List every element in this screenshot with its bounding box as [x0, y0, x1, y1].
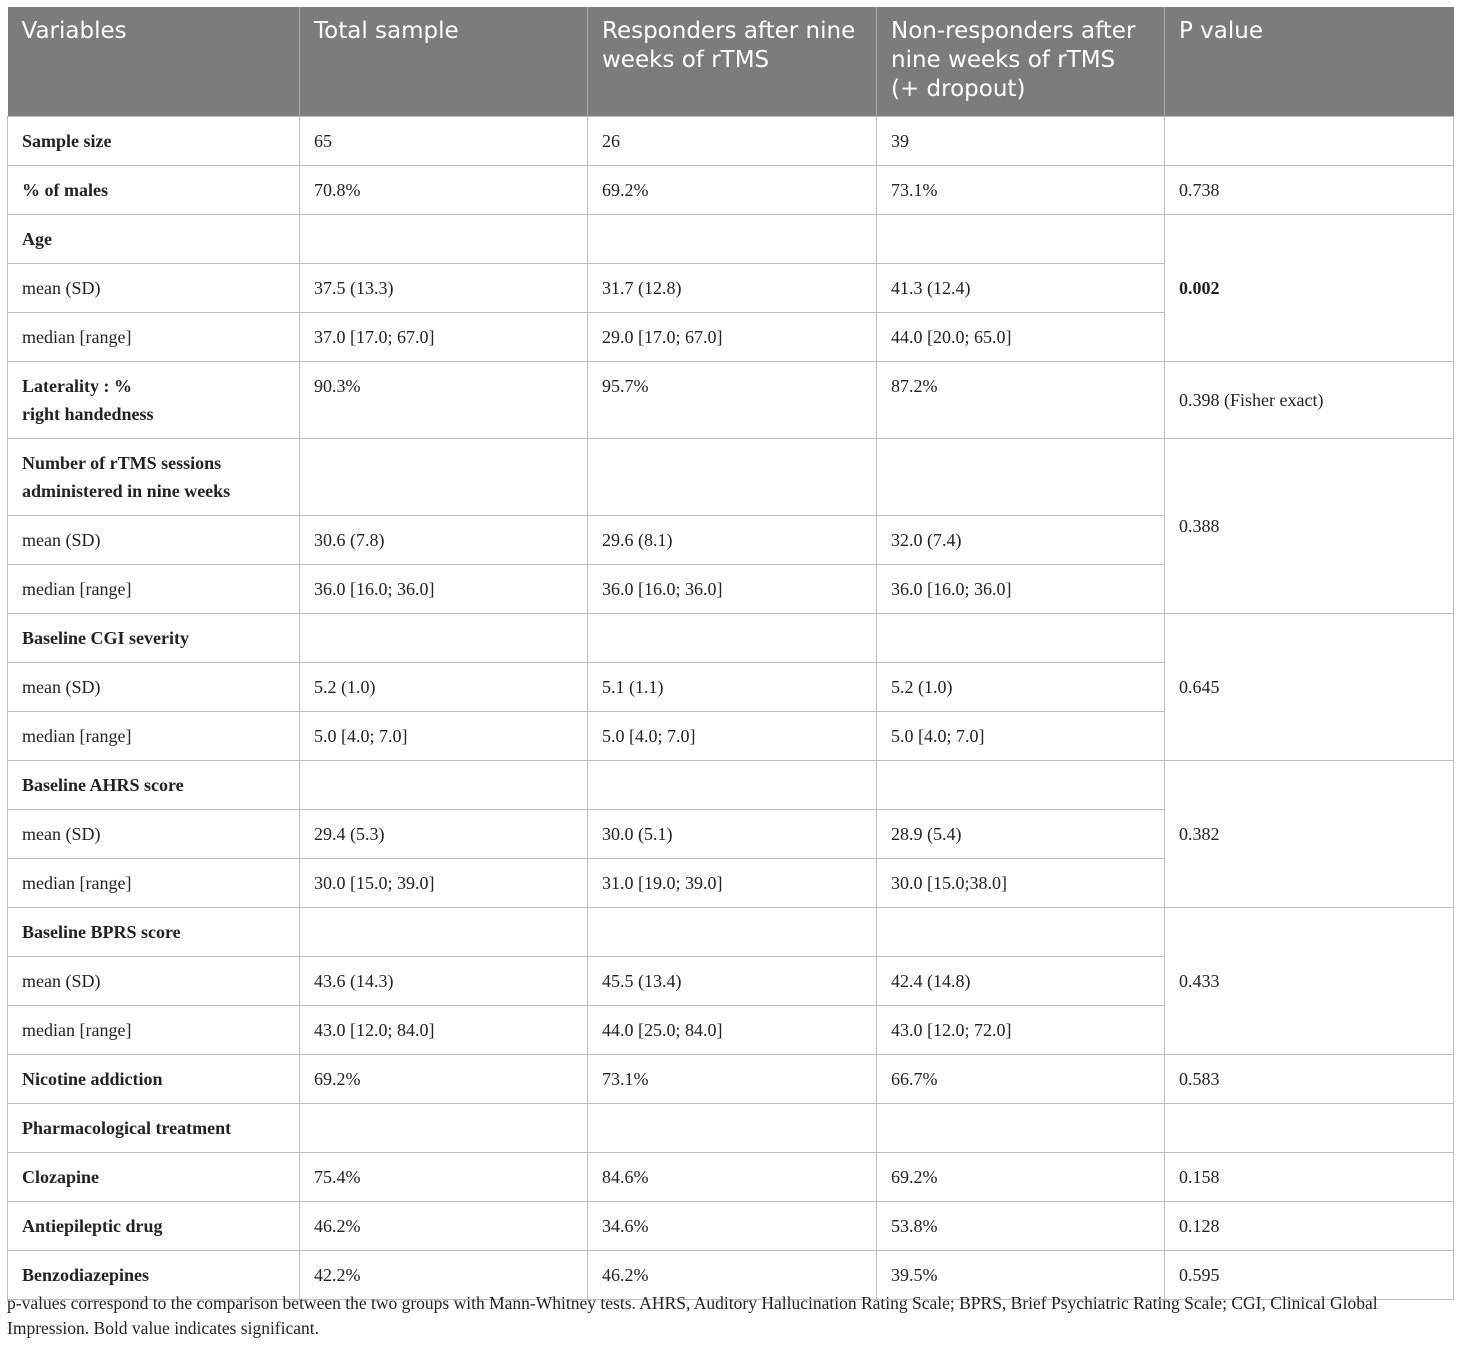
cell-p-value: 0.382 — [1165, 761, 1454, 908]
table-row — [8, 362, 1454, 439]
row-label: % of males — [8, 166, 300, 215]
row-label: Pharmacological treatment — [8, 1104, 300, 1153]
cell-non-responders: 66.7% — [877, 1055, 1165, 1104]
cell-non-responders: 5.2 (1.0) — [877, 663, 1165, 712]
row-label: mean (SD) — [8, 264, 300, 313]
cell-p-value: 0.738 — [1165, 166, 1454, 215]
cell-non-responders — [877, 1104, 1165, 1153]
cell-responders: 5.1 (1.1) — [588, 663, 877, 712]
table-footnote: p-values correspond to the comparison between the two groups with Mann-Whitney tests. AHRS, Auditory Hallucination Rating Scale; BPRS, Brief Psychiatric Rating Scale; CGI, Clinical Global Impression. Bold value indicates significant. — [7, 1293, 1378, 1338]
row-label: median [range] — [8, 859, 300, 908]
row-label: Benzodiazepines — [8, 1251, 300, 1300]
cell-non-responders: 69.2% — [877, 1153, 1165, 1202]
row-label: Age — [8, 215, 300, 264]
cell-responders: 36.0 [16.0; 36.0] — [588, 565, 877, 614]
cell-non-responders: 32.0 (7.4) — [877, 516, 1165, 565]
header-non-responders: Non-responders after nine weeks of rTMS (+ dropout) — [877, 7, 1165, 117]
table-row — [8, 1153, 1454, 1202]
row-label: Baseline CGI severity — [8, 614, 300, 663]
cell-total: 37.0 [17.0; 67.0] — [300, 313, 588, 362]
row-label — [8, 439, 300, 516]
cell-non-responders — [877, 908, 1165, 957]
cell-p-value: 0.645 — [1165, 614, 1454, 761]
table-row — [8, 215, 1454, 264]
row-label: Baseline AHRS score — [8, 761, 300, 810]
cell-responders — [588, 761, 877, 810]
cell-responders: 73.1% — [588, 1055, 877, 1104]
cell-non-responders — [877, 215, 1165, 264]
table-row — [8, 439, 1454, 516]
row-label: median [range] — [8, 313, 300, 362]
table-row — [8, 614, 1454, 663]
cell-non-responders: 41.3 (12.4) — [877, 264, 1165, 313]
row-label-line1: Laterality : % — [22, 376, 132, 396]
cell-total — [300, 614, 588, 663]
cell-total: 42.2% — [300, 1251, 588, 1300]
cell-total — [300, 908, 588, 957]
table-row — [8, 166, 1454, 215]
cell-non-responders: 42.4 (14.8) — [877, 957, 1165, 1006]
cell-responders: 46.2% — [588, 1251, 877, 1300]
cell-non-responders — [877, 761, 1165, 810]
cell-non-responders: 73.1% — [877, 166, 1165, 215]
table-row — [8, 1104, 1454, 1153]
table-row — [8, 908, 1454, 957]
cell-responders: 84.6% — [588, 1153, 877, 1202]
table-row — [8, 117, 1454, 166]
cell-p-value: 0.398 (Fisher exact) — [1165, 362, 1454, 439]
header-variables: Variables — [8, 7, 300, 117]
cell-total: 36.0 [16.0; 36.0] — [300, 565, 588, 614]
cell-responders: 34.6% — [588, 1202, 877, 1251]
cell-p-value: 0.128 — [1165, 1202, 1454, 1251]
row-label: median [range] — [8, 565, 300, 614]
cell-total: 70.8% — [300, 166, 588, 215]
row-label-line1: Number of rTMS sessions — [22, 453, 222, 473]
cell-total: 29.4 (5.3) — [300, 810, 588, 859]
cell-p-value: 0.583 — [1165, 1055, 1454, 1104]
cell-p-value — [1165, 1104, 1454, 1153]
cell-non-responders: 53.8% — [877, 1202, 1165, 1251]
cell-non-responders: 30.0 [15.0;38.0] — [877, 859, 1165, 908]
cell-non-responders: 5.0 [4.0; 7.0] — [877, 712, 1165, 761]
cell-responders — [588, 908, 877, 957]
cell-p-value: 0.158 — [1165, 1153, 1454, 1202]
cell-responders: 45.5 (13.4) — [588, 957, 877, 1006]
cell-responders: 26 — [588, 117, 877, 166]
cell-non-responders: 87.2% — [877, 362, 1165, 439]
cell-total: 30.6 (7.8) — [300, 516, 588, 565]
row-label: Nicotine addiction — [8, 1055, 300, 1104]
row-label: Baseline BPRS score — [8, 908, 300, 957]
row-label: Antiepileptic drug — [8, 1202, 300, 1251]
cell-total: 69.2% — [300, 1055, 588, 1104]
characteristics-table — [7, 7, 1454, 1300]
row-label — [8, 362, 300, 439]
cell-responders: 44.0 [25.0; 84.0] — [588, 1006, 877, 1055]
cell-non-responders — [877, 439, 1165, 516]
row-label-line2: administered in nine weeks — [22, 481, 231, 501]
table-row — [8, 761, 1454, 810]
header-total-sample: Total sample — [300, 7, 588, 117]
cell-non-responders: 36.0 [16.0; 36.0] — [877, 565, 1165, 614]
cell-responders: 69.2% — [588, 166, 877, 215]
table-row — [8, 1202, 1454, 1251]
cell-total — [300, 215, 588, 264]
cell-total — [300, 761, 588, 810]
cell-responders: 5.0 [4.0; 7.0] — [588, 712, 877, 761]
cell-non-responders: 43.0 [12.0; 72.0] — [877, 1006, 1165, 1055]
cell-total: 46.2% — [300, 1202, 588, 1251]
header-p-value: P value — [1165, 7, 1454, 117]
cell-total — [300, 439, 588, 516]
cell-responders — [588, 439, 877, 516]
cell-responders: 30.0 (5.1) — [588, 810, 877, 859]
row-label-line2: right handedness — [22, 404, 154, 424]
cell-non-responders: 28.9 (5.4) — [877, 810, 1165, 859]
cell-responders: 29.0 [17.0; 67.0] — [588, 313, 877, 362]
table-row — [8, 1055, 1454, 1104]
cell-responders — [588, 614, 877, 663]
cell-p-value: 0.595 — [1165, 1251, 1454, 1300]
table-container — [7, 7, 1453, 1300]
cell-responders — [588, 1104, 877, 1153]
cell-responders — [588, 215, 877, 264]
cell-non-responders: 44.0 [20.0; 65.0] — [877, 313, 1165, 362]
cell-p-value: 0.433 — [1165, 908, 1454, 1055]
cell-total: 43.6 (14.3) — [300, 957, 588, 1006]
cell-total: 65 — [300, 117, 588, 166]
cell-total: 30.0 [15.0; 39.0] — [300, 859, 588, 908]
cell-p-value: 0.388 — [1165, 439, 1454, 614]
cell-total: 75.4% — [300, 1153, 588, 1202]
cell-total: 5.0 [4.0; 7.0] — [300, 712, 588, 761]
row-label: Sample size — [8, 117, 300, 166]
row-label: median [range] — [8, 1006, 300, 1055]
cell-total: 37.5 (13.3) — [300, 264, 588, 313]
cell-p-value: 0.002 — [1165, 215, 1454, 362]
row-label: median [range] — [8, 712, 300, 761]
row-label: mean (SD) — [8, 810, 300, 859]
cell-p-value — [1165, 117, 1454, 166]
row-label: Clozapine — [8, 1153, 300, 1202]
cell-responders: 95.7% — [588, 362, 877, 439]
cell-total: 5.2 (1.0) — [300, 663, 588, 712]
cell-total — [300, 1104, 588, 1153]
cell-responders: 29.6 (8.1) — [588, 516, 877, 565]
header-responders: Responders after nine weeks of rTMS — [588, 7, 877, 117]
header-row — [8, 7, 1454, 117]
cell-total: 43.0 [12.0; 84.0] — [300, 1006, 588, 1055]
row-label: mean (SD) — [8, 663, 300, 712]
cell-non-responders — [877, 614, 1165, 663]
cell-responders: 31.0 [19.0; 39.0] — [588, 859, 877, 908]
row-label: mean (SD) — [8, 516, 300, 565]
row-label: mean (SD) — [8, 957, 300, 1006]
cell-total: 90.3% — [300, 362, 588, 439]
cell-non-responders: 39 — [877, 117, 1165, 166]
cell-responders: 31.7 (12.8) — [588, 264, 877, 313]
cell-non-responders: 39.5% — [877, 1251, 1165, 1300]
